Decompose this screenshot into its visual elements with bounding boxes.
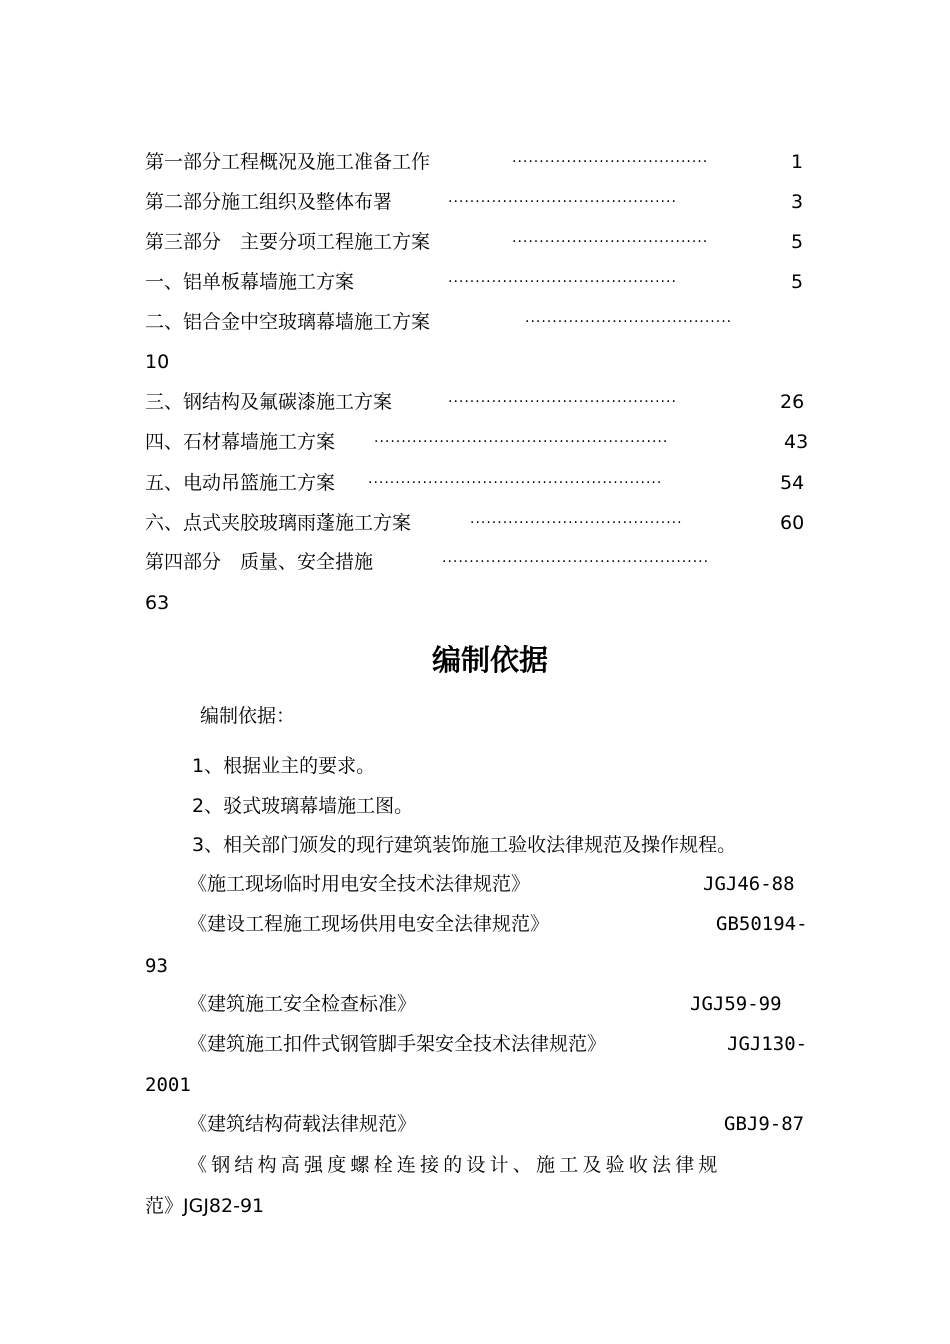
standard-code-continued: 2001 <box>145 1074 191 1096</box>
toc-leader-dots: ···································· <box>512 154 709 170</box>
toc-entry-label: 四、石材幕墙施工方案 <box>145 431 336 453</box>
standard-code: GBJ9-87 <box>724 1113 805 1135</box>
toc-entry-page: 5 <box>791 231 804 253</box>
standard-title: 《钢结构高强度螺栓连接的设计、施工及验收法律规 <box>188 1154 722 1176</box>
standard-title: 《建筑施工安全检查标准》 <box>188 993 417 1015</box>
toc-entry-page: 54 <box>780 472 805 494</box>
toc-leader-dots: ······················································ <box>368 475 663 491</box>
basis-intro: 编制依据： <box>200 705 296 727</box>
standard-title: 《建筑施工扣件式钢管脚手架安全技术法律规范》 <box>188 1033 607 1055</box>
toc-entry-page: 63 <box>145 592 170 614</box>
standard-code: 范》JGJ82-91 <box>145 1195 265 1217</box>
standard-code-continued: 93 <box>145 955 168 977</box>
basis-item: 2、驳式玻璃幕墙施工图。 <box>192 795 414 817</box>
toc-leader-dots: ···································· <box>512 234 709 250</box>
toc-entry-label: 二、铝合金中空玻璃幕墙施工方案 <box>145 311 431 333</box>
toc-entry-label: 五、电动吊篮施工方案 <box>145 472 336 494</box>
toc-entry-page: 43 <box>784 431 809 453</box>
toc-leader-dots: ······································· <box>470 515 683 531</box>
toc-entry-page: 3 <box>791 191 804 213</box>
basis-item: 1、根据业主的要求。 <box>192 755 376 777</box>
toc-entry-label: 六、点式夹胶玻璃雨蓬施工方案 <box>145 512 412 534</box>
standard-code: JGJ59-99 <box>690 993 782 1015</box>
toc-entry-label: 第一部分工程概况及施工准备工作 <box>145 151 431 173</box>
toc-entry-label: 第三部分 主要分项工程施工方案 <box>145 231 431 253</box>
standard-title: 《建筑结构荷载法律规范》 <box>188 1113 417 1135</box>
toc-leader-dots: ·········································· <box>448 394 677 410</box>
toc-leader-dots: ······················································ <box>374 434 669 450</box>
section-heading: 编制依据 <box>431 643 548 677</box>
basis-item: 3、相关部门颁发的现行建筑装饰施工验收法律规范及操作规程。 <box>192 834 737 856</box>
standard-title: 《建设工程施工现场供用电安全法律规范》 <box>188 913 550 935</box>
standard-code: JGJ130- <box>727 1033 808 1055</box>
toc-entry-label: 第二部分施工组织及整体布署 <box>145 191 393 213</box>
toc-entry-label: 三、钢结构及氟碳漆施工方案 <box>145 391 393 413</box>
toc-entry-page: 26 <box>780 391 805 413</box>
standard-code: JGJ46-88 <box>703 873 795 895</box>
standard-title: 《施工现场临时用电安全技术法律规范》 <box>188 873 531 895</box>
toc-entry-page: 60 <box>780 512 805 534</box>
toc-entry-page: 5 <box>791 271 804 293</box>
toc-entry-label: 第四部分 质量、安全措施 <box>145 551 374 573</box>
toc-entry-label: 一、铝单板幕墙施工方案 <box>145 271 355 293</box>
toc-leader-dots: ·········································· <box>448 274 677 290</box>
standard-code: GB50194- <box>716 913 808 935</box>
toc-entry-page: 1 <box>791 151 804 173</box>
toc-leader-dots: ·········································· <box>448 194 677 210</box>
toc-leader-dots: ················································· <box>442 554 710 570</box>
toc-leader-dots: ······································ <box>525 314 733 330</box>
toc-entry-page: 10 <box>145 351 170 373</box>
